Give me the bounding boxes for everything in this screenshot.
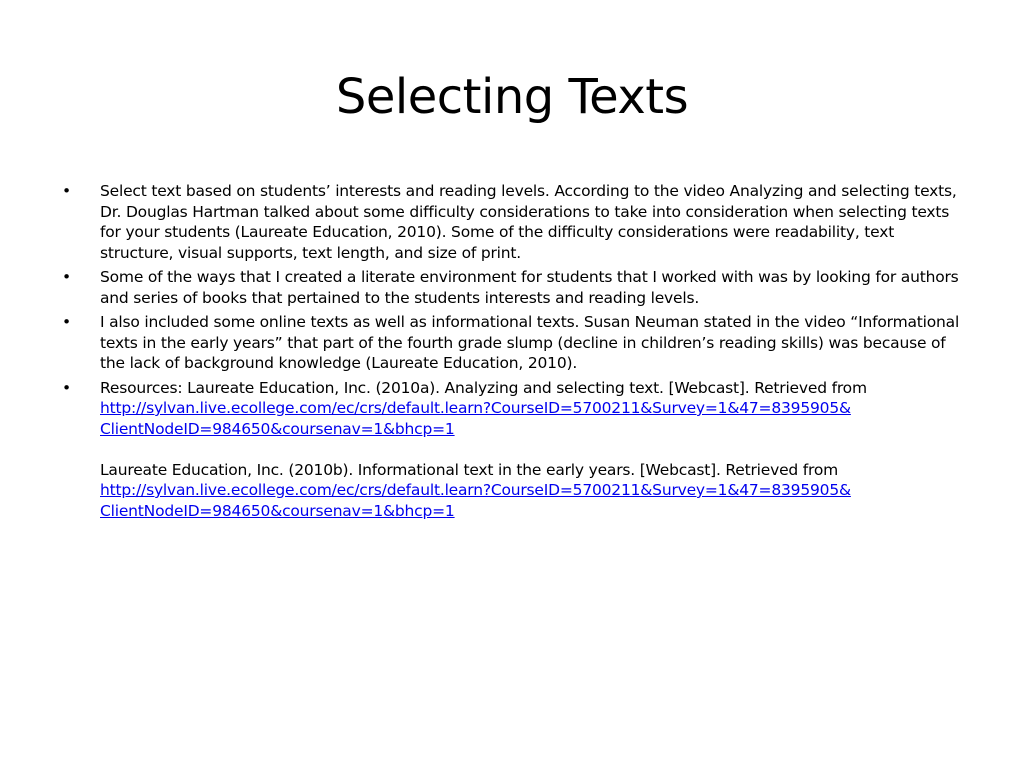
slide-title: Selecting Texts <box>335 69 689 125</box>
bullet-text: Some of the ways that I created a literate environment for students that I worked with was by looking for authors and series of books that pertained to the students interests and reading levels. <box>100 268 959 307</box>
bullet-marker: • <box>62 182 71 200</box>
reference-2-citation: Laureate Education, Inc. (2010b). Informational text in the early years. [Webcast]. Retrieved from <box>100 460 839 479</box>
bullet-marker: • <box>62 313 71 331</box>
bullet-item <box>62 181 962 263</box>
bullet-text: Select text based on students’ interests and reading levels. According to the video Analyzing and selecting texts, Dr. Douglas Hartman talked about some difficulty considerations to take into consideration when selecting texts for your students (Laureate Education, 2010). Some of the difficulty considerations were readability, text structure, visual supports, text length, and size of print. <box>100 182 957 262</box>
reference-1-link[interactable] <box>100 398 962 439</box>
bullet-text: I also included some online texts as well as informational texts. Susan Neuman stated in the video “Informational texts in the early years” that part of the fourth grade slump (decline in children’s reading skills) was because of the lack of background knowledge (Laureate Education, 2010). <box>100 313 960 372</box>
reference-1-citation: Resources: Laureate Education, Inc. (2010a). Analyzing and selecting text. [Webcast]. Retrieved from <box>100 378 867 397</box>
reference-2-link-line-2: ClientNodeID=984650&coursenav=1&bhcp=1 <box>100 501 455 520</box>
reference-spacer <box>100 439 962 460</box>
bullet-marker: • <box>62 268 71 286</box>
reference-1-link-line-1: http://sylvan.live.ecollege.com/ec/crs/default.learn?CourseID=5700211&Survey=1&47=8395905& <box>100 399 851 417</box>
bullet-marker: • <box>62 378 71 397</box>
bullet-list <box>62 181 962 525</box>
reference-2-link-line-1: http://sylvan.live.ecollege.com/ec/crs/default.learn?CourseID=5700211&Survey=1&47=8395905& <box>100 481 851 499</box>
resources-text <box>100 378 962 522</box>
bullet-item <box>62 312 962 374</box>
reference-1-link-line-2: ClientNodeID=984650&coursenav=1&bhcp=1 <box>100 419 455 438</box>
bullet-item <box>62 267 962 308</box>
resources-item <box>62 378 962 522</box>
reference-2-link[interactable] <box>100 480 962 521</box>
